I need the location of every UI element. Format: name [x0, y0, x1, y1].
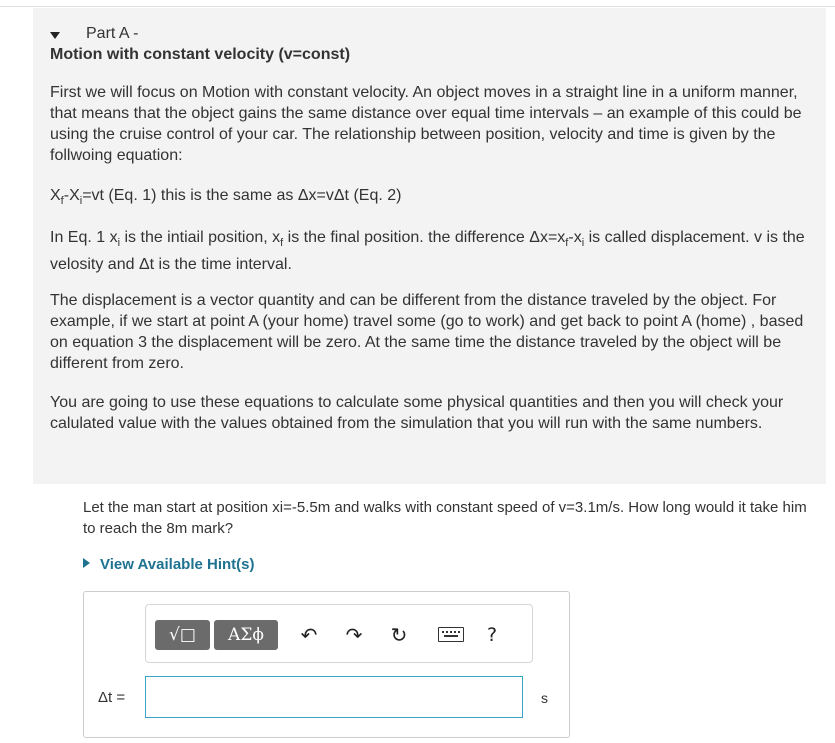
- templates-label: √□: [169, 625, 196, 645]
- collapse-caret-icon[interactable]: [50, 32, 60, 39]
- redo-icon[interactable]: ↷: [345, 623, 363, 647]
- greek-symbols-label: ΑΣϕ: [228, 625, 264, 645]
- intro-paragraph-4: The displacement is a vector quantity and can be different from the distance traveled by the object. For example, if we start at point A (your home) travel some (go to work) and get back to point A (home) , based on equation 3 the displacement will be zero. At the same time the distance traveled by the object will be different from zero.: [50, 292, 804, 372]
- answer-input[interactable]: [145, 676, 523, 718]
- intro-panel: [33, 8, 826, 484]
- reset-icon[interactable]: ↻: [390, 623, 408, 647]
- view-hints-label: View Available Hint(s): [100, 556, 255, 573]
- undo-icon[interactable]: ↶: [300, 623, 318, 647]
- keyboard-icon[interactable]: [438, 627, 464, 642]
- math-toolbar: [145, 604, 533, 663]
- help-icon[interactable]: ?: [486, 624, 498, 646]
- expand-caret-icon: [83, 558, 90, 568]
- intro-paragraph-5: You are going to use these equations to calculate some physical quantities and then you will check your calulated value with the values obtained from the simulation that you will run with the same numbers.: [50, 394, 784, 432]
- templates-button[interactable]: [155, 620, 210, 650]
- answer-label: Δt =: [98, 689, 126, 706]
- equation-line: $X_f-X_i=vt$ (Eq. 1) this is the same as Δx=vΔt (Eq. 2): [50, 187, 402, 208]
- answer-panel: [83, 591, 570, 738]
- top-divider: [0, 6, 835, 7]
- part-title: Part A -: [86, 25, 139, 42]
- intro-paragraph-3: In Eq. 1 $x_i$ is the intiail position, $x_f$ is the final position. the difference $\Delta x=x_f-x_i$ is called displacement. v is the velosity and Δt is the time interval.: [50, 229, 805, 274]
- greek-symbols-button[interactable]: [214, 620, 278, 650]
- unit-label: s: [541, 690, 548, 706]
- view-hints-link[interactable]: [83, 556, 255, 573]
- intro-paragraph-1: First we will focus on Motion with constant velocity. An object moves in a straight line in a uniform manner, that means that the object gains the same distance over equal time intervals – an example of this could be using the cruise control of your car. The relationship between position, velocity and time is given by the follwoing equation:: [50, 84, 802, 164]
- part-subtitle: Motion with constant velocity (v=const): [50, 46, 351, 63]
- question-text: Let the man start at position xi=-5.5m and walks with constant speed of v=3.1m/s. How long would it take him to reach the 8m mark?: [83, 499, 807, 537]
